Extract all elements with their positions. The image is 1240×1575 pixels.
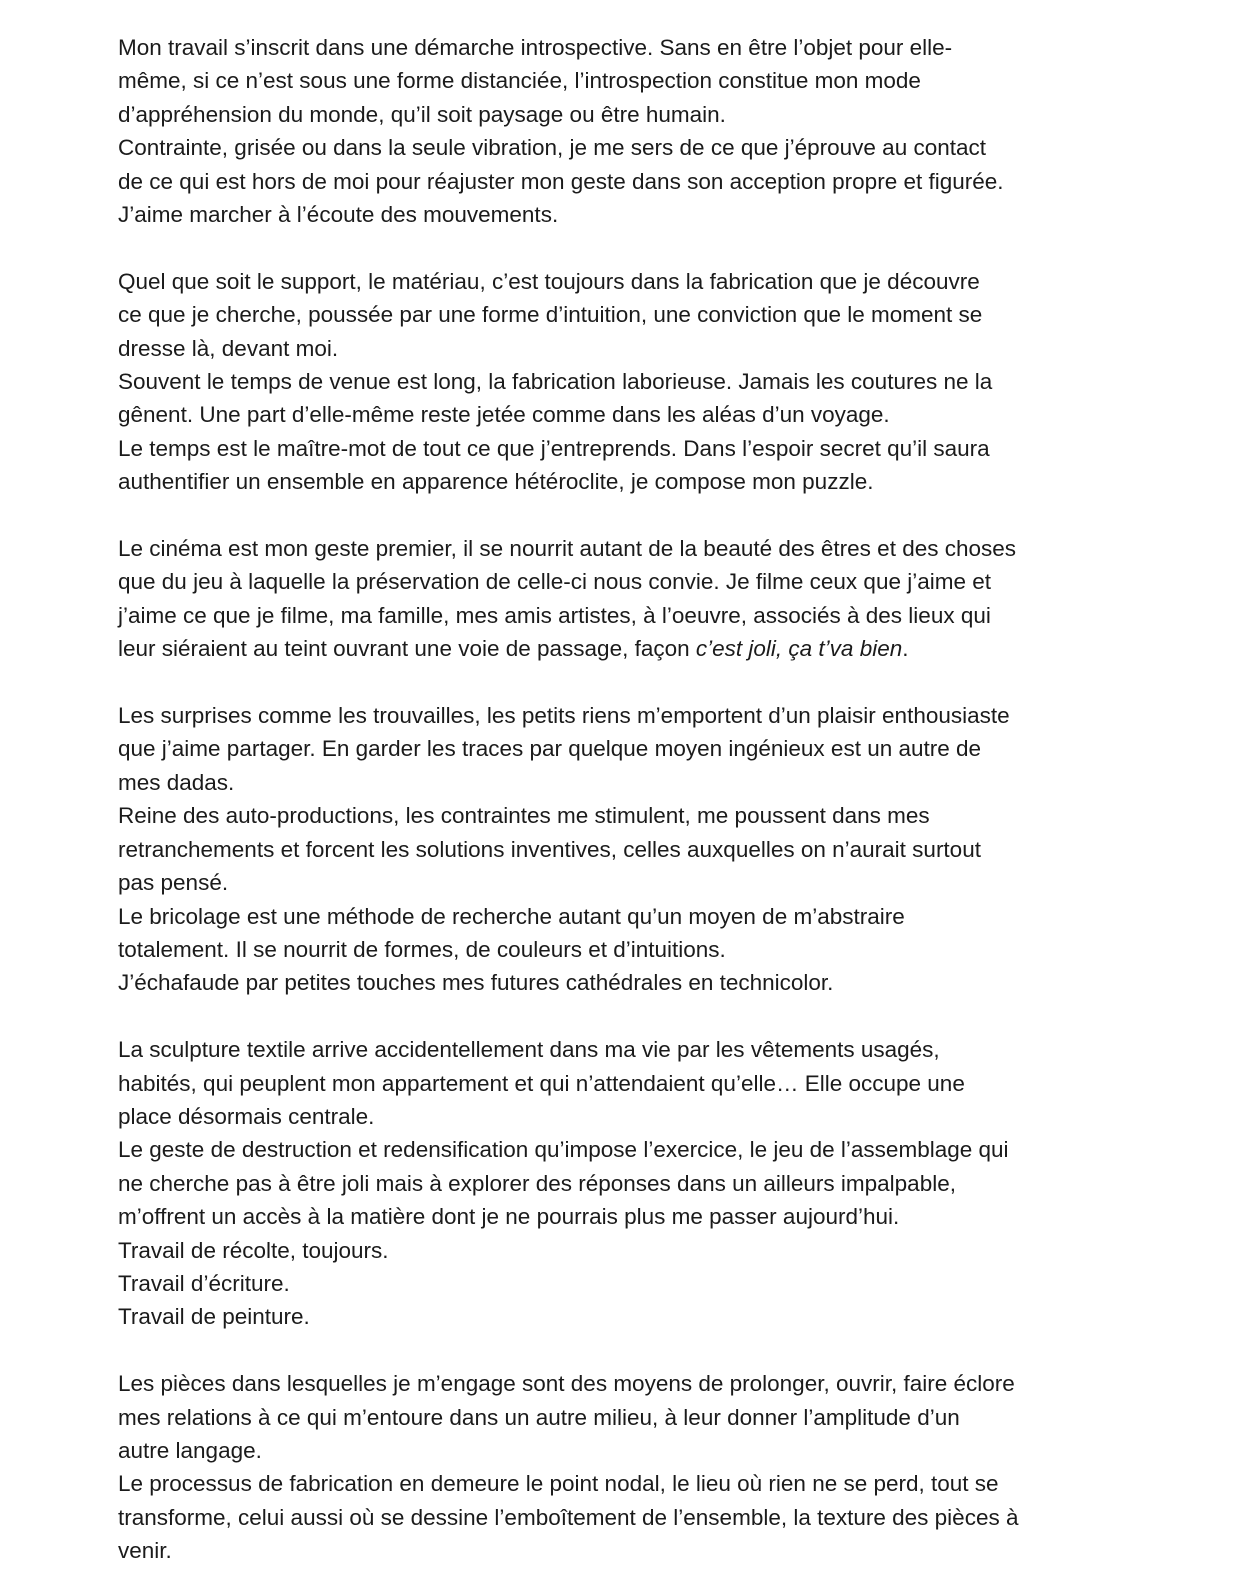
text-line (118, 1033, 1130, 1066)
text-span: Reine des auto-productions, les contraintes me stimulent, me poussent dans mes (118, 803, 930, 829)
text-line (118, 298, 1130, 331)
text-span: pas pensé. (118, 870, 229, 896)
text-span: Le processus de fabrication en demeure le point nodal, le lieu où rien ne se perd, tout se (118, 1471, 999, 1497)
text-line (118, 599, 1130, 632)
text-span: Mon travail s’inscrit dans une démarche introspective. Sans en être l’objet pour elle- (118, 35, 953, 60)
text-span: habités, qui peuplent mon appartement et qui n’attendaient qu’elle… Elle occupe une (118, 1070, 965, 1096)
text-span: retranchements et forcent les solutions inventives, celles auxquelles on n’aurait surtout (118, 836, 981, 862)
text-line (118, 966, 1130, 999)
text-span: venir. (118, 1538, 172, 1564)
paragraph (118, 1367, 1130, 1567)
text-span: Le cinéma est mon geste premier, il se nourrit autant de la beauté des êtres et des choses (118, 536, 1017, 562)
text-span: mes relations à ce qui m’entoure dans un autre milieu, à leur donner l’amplitude d’un (118, 1404, 960, 1430)
text-line (118, 198, 1130, 231)
text-line (118, 398, 1130, 431)
text-line (118, 31, 1130, 64)
text-span: autre langage. (118, 1437, 262, 1463)
text-line (118, 699, 1130, 732)
text-span: Les surprises comme les trouvailles, les petits riens m’emportent d’un plaisir enthousiaste (118, 703, 1010, 729)
text-line (118, 98, 1130, 131)
italic-phrase: c’est joli, ça t’va bien (695, 636, 903, 662)
text-line (118, 1067, 1130, 1100)
text-line (118, 1534, 1130, 1567)
text-span: authentifier un ensemble en apparence hétéroclite, je compose mon puzzle. (118, 469, 874, 495)
text-line (118, 165, 1130, 198)
text-span: transforme, celui aussi où se dessine l’emboîtement de l’ensemble, la texture des pièces à (118, 1504, 1019, 1530)
text-line (118, 1367, 1130, 1400)
paragraph (118, 532, 1130, 666)
text-line (118, 799, 1130, 832)
text-span: Souvent le temps de venue est long, la fabrication laborieuse. Jamais les coutures ne la (118, 369, 993, 395)
text-line (118, 365, 1130, 398)
text-line (118, 1133, 1130, 1166)
text-span: J’échafaude par petites touches mes futures cathédrales en technicolor. (118, 970, 834, 996)
text-span: mes dadas. (118, 769, 235, 795)
text-span: Les pièces dans lesquelles je m’engage sont des moyens de prolonger, ouvrir, faire éclore (118, 1371, 1015, 1397)
text-line (118, 1167, 1130, 1200)
paragraph (118, 265, 1130, 499)
text-line (118, 766, 1130, 799)
text-span: Quel que soit le support, le matériau, c’est toujours dans la fabrication que je découvre (118, 268, 980, 294)
text-line (118, 1300, 1130, 1333)
text-span: totalement. Il se nourrit de formes, de couleurs et d’intuitions. (118, 936, 726, 962)
text-line (118, 1467, 1130, 1500)
text-line (118, 1501, 1130, 1534)
text-span: gênent. Une part d’elle-même reste jetée comme dans les aléas d’un voyage. (118, 402, 890, 428)
text-span: leur siéraient au teint ouvrant une voie de passage, façon (118, 636, 696, 662)
text-line (118, 131, 1130, 164)
text-span: Le geste de destruction et redensification qu’impose l’exercice, le jeu de l’assemblage qui (118, 1137, 1009, 1163)
text-span: . (902, 636, 909, 662)
text-line (118, 1234, 1130, 1267)
text-span: Travail de récolte, toujours. (118, 1237, 389, 1263)
text-span: La sculpture textile arrive accidentellement dans ma vie par les vêtements usagés, (118, 1037, 940, 1063)
text-line (118, 732, 1130, 765)
text-span: j’aime ce que je filme, ma famille, mes amis artistes, à l’oeuvre, associés à des lieux qui (118, 602, 991, 628)
text-span: Contrainte, grisée ou dans la seule vibration, je me sers de ce que j’éprouve au contact (118, 135, 987, 161)
text-line (118, 465, 1130, 498)
text-line (118, 933, 1130, 966)
text-line (118, 64, 1130, 97)
text-line (118, 332, 1130, 365)
text-span: Le temps est le maître-mot de tout ce que j’entreprends. Dans l’espoir secret qu’il saura (118, 435, 990, 461)
text-span: que j’aime partager. En garder les traces par quelque moyen ingénieux est un autre de (118, 736, 982, 762)
text-span: place désormais centrale. (118, 1103, 375, 1129)
text-line (118, 265, 1130, 298)
text-line (118, 1200, 1130, 1233)
text-line (118, 1401, 1130, 1434)
text-span: même, si ce n’est sous une forme distanciée, l’introspection constitue mon mode (118, 68, 921, 94)
text-span: J’aime marcher à l’écoute des mouvements. (118, 202, 559, 228)
paragraph (118, 1033, 1130, 1334)
text-line (118, 565, 1130, 598)
text-span: que du jeu à laquelle la préservation de celle-ci nous convie. Je filme ceux que j’aime et (118, 569, 992, 595)
text-span: dresse là, devant moi. (118, 335, 339, 361)
text-line (118, 1267, 1130, 1300)
text-line (118, 900, 1130, 933)
text-span: Le bricolage est une méthode de recherche autant qu’un moyen de m’abstraire (118, 903, 905, 929)
text-line (118, 833, 1130, 866)
paragraph (118, 699, 1130, 1000)
text-line (118, 866, 1130, 899)
paragraph (118, 31, 1130, 231)
text-span: de ce qui est hors de moi pour réajuster mon geste dans son acception propre et figurée. (118, 168, 1004, 194)
text-line (118, 432, 1130, 465)
text-span: Travail d’écriture. (118, 1270, 290, 1296)
text-line (118, 632, 1130, 665)
text-line (118, 532, 1130, 565)
text-line (118, 1434, 1130, 1467)
text-line (118, 1100, 1130, 1133)
text-span: Travail de peinture. (118, 1304, 310, 1330)
text-span: ne cherche pas à être joli mais à explorer des réponses dans un ailleurs impalpable, (118, 1170, 956, 1196)
text-span: m’offrent un accès à la matière dont je ne pourrais plus me passer aujourd’hui. (118, 1204, 900, 1230)
document-body (118, 31, 1130, 1568)
text-span: d’appréhension du monde, qu’il soit paysage ou être humain. (118, 101, 726, 127)
text-span: ce que je cherche, poussée par une forme d’intuition, une conviction que le moment se (118, 302, 983, 328)
